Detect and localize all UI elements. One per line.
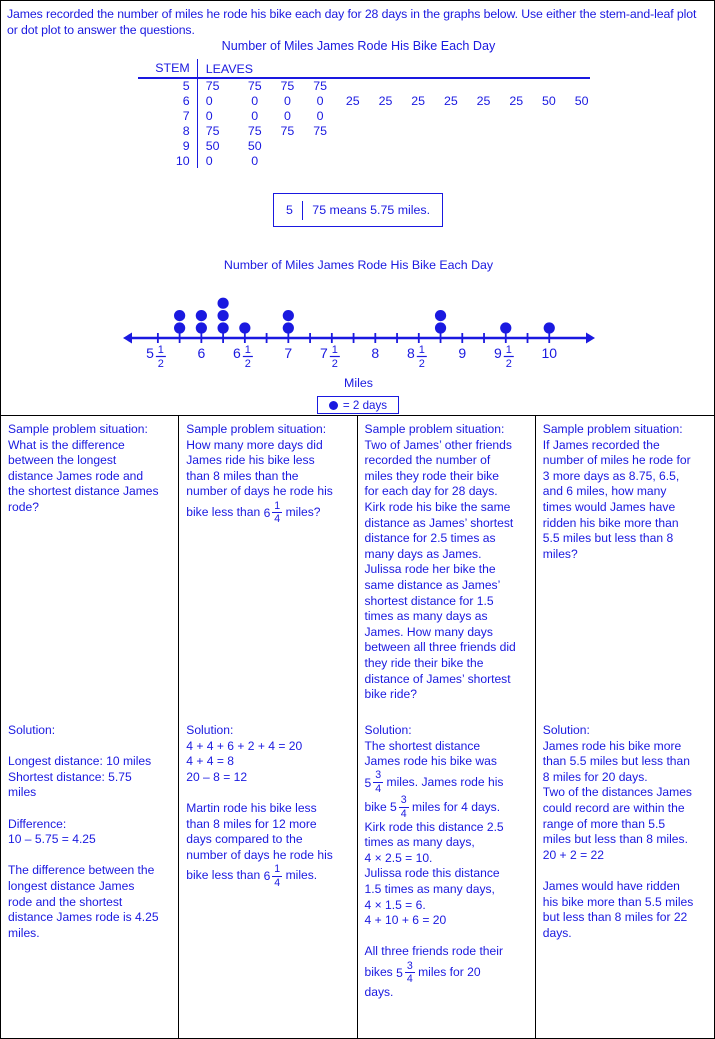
text-line: range of more than 5.5 bbox=[542, 816, 666, 831]
svg-text:2: 2 bbox=[505, 358, 512, 370]
stem-value: 6 bbox=[138, 93, 197, 108]
text-line: many days as James. bbox=[364, 546, 482, 561]
text-line: James. How many days bbox=[364, 624, 493, 639]
dot-icon bbox=[218, 298, 229, 309]
mixed-fraction bbox=[365, 770, 384, 794]
fraction-denominator: 4 bbox=[406, 973, 413, 986]
leaf-value: 0 bbox=[283, 93, 291, 108]
leaf-value: 25 bbox=[378, 93, 393, 108]
text-line: distance James rode is 4.25 bbox=[8, 910, 159, 925]
fraction-numerator: 1 bbox=[274, 499, 281, 512]
text-line: All three friends rode their bbox=[364, 944, 503, 959]
problem-column-1 bbox=[1, 416, 179, 1038]
text-line: ridden his bike more than bbox=[542, 515, 679, 530]
fraction-denominator: 4 bbox=[274, 513, 281, 526]
text-line: Two of James’ other friends bbox=[364, 437, 512, 452]
fraction-denominator: 4 bbox=[400, 808, 407, 821]
leaf-value: 0 bbox=[283, 108, 291, 123]
table-row bbox=[138, 138, 598, 153]
text-line: but less than 8 miles for 22 bbox=[542, 910, 688, 925]
fraction-numerator: 3 bbox=[375, 769, 382, 782]
solution-text bbox=[365, 723, 528, 1001]
text-line: number of days he rode his bbox=[186, 484, 333, 499]
svg-text:2: 2 bbox=[331, 358, 338, 370]
problem-column-3 bbox=[358, 416, 536, 1038]
leaf-value: 50 bbox=[574, 93, 589, 108]
text-line: days. bbox=[542, 925, 572, 940]
text-line: miles they rode their bike bbox=[364, 468, 499, 483]
svg-text:2: 2 bbox=[157, 358, 164, 370]
dot-icon bbox=[283, 310, 294, 321]
table-row bbox=[138, 93, 598, 108]
dot-icon bbox=[174, 322, 185, 333]
text-line: James ride his bike less bbox=[186, 453, 315, 468]
svg-text:6: 6 bbox=[197, 345, 206, 361]
stem-leaf-header-rule bbox=[138, 77, 590, 79]
fraction-whole: 6 bbox=[263, 869, 271, 884]
text-line-with-fraction bbox=[186, 500, 349, 525]
stem-value: 10 bbox=[138, 153, 197, 168]
text-line: number of days he rode his bbox=[186, 847, 333, 862]
leaf-value: 50 bbox=[247, 138, 262, 153]
dot-plot-axis-label: Miles bbox=[344, 376, 373, 390]
dot-icon bbox=[329, 401, 338, 410]
leaf-value: 0 bbox=[251, 93, 259, 108]
leaf-value: 25 bbox=[509, 93, 524, 108]
text-line: 8 miles for 20 days. bbox=[542, 769, 648, 784]
leaf-value: 75 bbox=[247, 123, 262, 138]
text-line: could record are within the bbox=[542, 800, 685, 815]
mixed-fraction bbox=[264, 501, 283, 525]
solution-label: Solution: bbox=[542, 723, 590, 737]
fraction-suffix: miles. James rode his bbox=[383, 774, 504, 789]
problem-label: Sample problem situation: bbox=[542, 422, 683, 436]
text-line: between all three friends did bbox=[364, 640, 516, 655]
dot-icon bbox=[435, 310, 446, 321]
leaf-value: 50 bbox=[542, 93, 556, 108]
dot-plot-title: Number of Miles James Rode His Bike Each Day bbox=[223, 258, 494, 272]
fraction-denominator: 4 bbox=[375, 783, 382, 796]
text-line: between the longest bbox=[8, 453, 117, 468]
stem-value: 5 bbox=[138, 78, 197, 93]
text-line: miles but less than 8 miles. bbox=[542, 832, 688, 847]
fraction-numerator: 1 bbox=[274, 863, 281, 875]
text-line: days. bbox=[364, 984, 394, 999]
dot-icon bbox=[239, 322, 250, 333]
text-line: What is the difference bbox=[8, 437, 125, 452]
table-row bbox=[138, 153, 598, 168]
leaf-value: 75 bbox=[313, 78, 327, 93]
text-line-with-fraction bbox=[365, 770, 528, 795]
text-line: and 6 miles, how many bbox=[542, 484, 667, 499]
stem-value: 8 bbox=[138, 123, 197, 138]
problem-text bbox=[365, 422, 528, 703]
svg-text:2: 2 bbox=[244, 358, 251, 370]
stem-value: 9 bbox=[138, 138, 197, 153]
stem-leaf-title: Number of Miles James Rode His Bike Each Day bbox=[221, 39, 496, 53]
text-line: miles. bbox=[8, 925, 40, 940]
fraction-numerator: 3 bbox=[400, 794, 407, 807]
text-line: The difference between the bbox=[8, 863, 155, 878]
text-line: If James recorded the bbox=[542, 437, 660, 452]
text-line: Difference: bbox=[8, 816, 67, 831]
leaf-value: 25 bbox=[345, 93, 360, 108]
mixed-fraction bbox=[264, 864, 283, 888]
problem-text bbox=[543, 422, 707, 562]
fraction-whole: 6 bbox=[263, 505, 271, 520]
solution-label: Solution: bbox=[186, 723, 234, 737]
text-line: 5.5 miles but less than 8 bbox=[542, 531, 674, 546]
key-divider bbox=[302, 201, 303, 220]
fraction-suffix: miles? bbox=[282, 504, 321, 519]
svg-text:1: 1 bbox=[505, 344, 512, 356]
dot-plot-tick-labels bbox=[146, 344, 557, 370]
solution-text bbox=[543, 723, 707, 941]
svg-text:8: 8 bbox=[406, 345, 415, 361]
svg-text:1: 1 bbox=[418, 344, 425, 356]
dot-icon bbox=[500, 322, 511, 333]
fraction-prefix: bike less than bbox=[186, 868, 264, 883]
text-line: 4 + 4 + 6 + 2 + 4 = 20 bbox=[186, 738, 303, 753]
text-line: miles bbox=[8, 785, 37, 800]
solution-label: Solution: bbox=[364, 723, 412, 737]
problem-text bbox=[8, 422, 171, 516]
dot-icon bbox=[196, 322, 207, 333]
fraction-suffix: miles for 20 bbox=[414, 965, 481, 979]
text-line-with-fraction bbox=[186, 863, 349, 888]
dot-icon bbox=[196, 310, 207, 321]
intro-paragraph: James recorded the number of miles he rode his bike each day for 28 days in the graphs below. Use either the stem-and-leaf plot or dot plot to answer the questions. bbox=[7, 7, 697, 37]
text-line: 4 × 1.5 = 6. bbox=[364, 897, 426, 912]
stem-leaf-header-row bbox=[138, 59, 598, 78]
text-line: 10 – 5.75 = 4.25 bbox=[8, 832, 96, 847]
table-row bbox=[138, 78, 598, 93]
fraction bbox=[405, 961, 415, 985]
leaf-value: 0 bbox=[316, 108, 324, 123]
fraction-prefix: bike less than bbox=[186, 504, 264, 519]
text-line: distance as James’ shortest bbox=[364, 515, 514, 530]
dot-plot-svg bbox=[1, 286, 715, 381]
table-row bbox=[138, 123, 598, 138]
text-line: recorded the number of bbox=[364, 453, 491, 468]
spacer-line bbox=[186, 785, 349, 801]
dot-plot-legend bbox=[317, 396, 399, 414]
fraction-prefix: bikes bbox=[364, 965, 397, 979]
text-line: his bike more than 5.5 miles bbox=[542, 894, 694, 909]
text-line: the shortest distance James bbox=[8, 484, 159, 499]
text-line: than 5.5 miles but less than bbox=[542, 754, 690, 769]
text-line: rode and the shortest bbox=[8, 894, 123, 909]
leaf-value: 0 bbox=[316, 93, 324, 108]
legend-label: = 2 days bbox=[342, 398, 388, 412]
svg-text:2: 2 bbox=[418, 358, 425, 370]
svg-text:1: 1 bbox=[244, 344, 251, 356]
fraction-whole: 5 bbox=[396, 965, 403, 980]
leaf-value: 75 bbox=[280, 123, 295, 138]
text-line: Shortest distance: 5.75 bbox=[8, 769, 132, 784]
text-line: Julissa rode her bike the bbox=[364, 562, 496, 577]
leaf-value: 75 bbox=[205, 78, 220, 93]
svg-text:1: 1 bbox=[157, 344, 164, 356]
svg-text:5: 5 bbox=[146, 345, 154, 361]
text-line: for each day for 28 days. bbox=[364, 484, 498, 499]
dot-plot-axis bbox=[123, 333, 595, 344]
text-line: than 8 miles for 12 more bbox=[186, 816, 317, 831]
stem-value: 7 bbox=[138, 108, 197, 123]
svg-text:10: 10 bbox=[541, 345, 558, 361]
mixed-fraction bbox=[396, 961, 415, 985]
problem-label: Sample problem situation: bbox=[186, 422, 327, 436]
text-line: Longest distance: 10 miles bbox=[8, 754, 152, 769]
text-line: longest distance James bbox=[8, 878, 135, 893]
text-line: 4 × 2.5 = 10. bbox=[364, 850, 433, 865]
text-line: same distance as James’ bbox=[364, 577, 501, 592]
table-row bbox=[138, 108, 598, 123]
stem-column-header: STEM bbox=[138, 59, 197, 78]
fraction-whole: 5 bbox=[390, 800, 397, 815]
problem-text bbox=[186, 422, 349, 525]
text-line: times would James have bbox=[542, 499, 676, 514]
text-line: 20 + 2 = 22 bbox=[542, 847, 604, 862]
spacer-line bbox=[8, 801, 171, 817]
stem-leaf-table bbox=[138, 59, 598, 168]
text-line: Two of the distances James bbox=[542, 785, 692, 800]
fraction-prefix: bike bbox=[364, 799, 391, 814]
problem-label: Sample problem situation: bbox=[364, 422, 505, 436]
problem-label: Sample problem situation: bbox=[8, 422, 148, 436]
text-line: 1.5 times as many days, bbox=[364, 882, 495, 897]
spacer-line bbox=[543, 863, 707, 879]
fraction bbox=[399, 795, 409, 819]
leaves-column-header: LEAVES bbox=[205, 61, 253, 76]
text-line: 3 more days as 8.75, 6.5, bbox=[542, 468, 680, 483]
text-line: 20 – 8 = 12 bbox=[186, 769, 248, 784]
text-line: James rode his bike more bbox=[542, 738, 682, 753]
leaf-value: 50 bbox=[205, 138, 220, 153]
solution-text bbox=[8, 723, 171, 941]
text-line: James rode his bike was bbox=[364, 754, 497, 769]
text-line: they ride their bike the bbox=[364, 655, 484, 670]
fraction bbox=[373, 770, 383, 794]
key-stem-value: 5 bbox=[286, 203, 293, 217]
text-line: rode? bbox=[8, 499, 39, 514]
dot-plot bbox=[1, 286, 715, 381]
leaf-value: 0 bbox=[251, 108, 259, 123]
text-line: distance James rode and bbox=[8, 468, 144, 483]
text-line: bike ride? bbox=[364, 687, 417, 702]
text-line: days compared to the bbox=[186, 832, 303, 847]
text-line: number of miles he rode for bbox=[542, 453, 691, 468]
text-line: 4 + 4 = 8 bbox=[186, 754, 234, 769]
leaf-value: 75 bbox=[205, 123, 220, 138]
fraction-numerator: 3 bbox=[406, 959, 413, 972]
problems-grid bbox=[1, 415, 714, 1038]
leaf-value: 75 bbox=[247, 78, 262, 93]
problem-column-4 bbox=[536, 416, 714, 1038]
stem-and-leaf-plot bbox=[138, 59, 598, 168]
fraction-whole: 5 bbox=[364, 775, 372, 790]
text-line: The shortest distance bbox=[364, 738, 481, 753]
fraction bbox=[272, 501, 282, 525]
dot-icon bbox=[218, 310, 229, 321]
text-line: distance of James’ shortest bbox=[364, 671, 511, 686]
leaf-value: 75 bbox=[313, 123, 327, 138]
dot-icon bbox=[544, 322, 555, 333]
text-line: Martin rode his bike less bbox=[186, 800, 317, 815]
text-line: distance for 2.5 times as bbox=[364, 531, 496, 546]
leaf-value: 25 bbox=[411, 93, 426, 108]
leaf-value: 75 bbox=[280, 78, 295, 93]
svg-text:8: 8 bbox=[371, 345, 380, 361]
stem-leaf-key-box bbox=[273, 193, 443, 227]
text-line-with-fraction bbox=[365, 795, 528, 820]
dot-icon bbox=[283, 322, 294, 333]
leaf-value: 0 bbox=[205, 108, 213, 123]
svg-text:6: 6 bbox=[233, 345, 241, 361]
text-line-with-fraction bbox=[365, 960, 528, 985]
svg-text:1: 1 bbox=[331, 344, 338, 356]
leaf-value: 0 bbox=[251, 153, 259, 168]
fraction-suffix: miles for 4 days. bbox=[408, 799, 501, 814]
dot-plot-dots bbox=[174, 298, 555, 334]
text-line: times as many days as bbox=[364, 609, 488, 624]
text-line: than 8 miles than the bbox=[186, 468, 299, 483]
spacer-line bbox=[8, 739, 171, 755]
solution-label: Solution: bbox=[8, 723, 56, 737]
text-line: 4 + 10 + 6 = 20 bbox=[364, 913, 447, 928]
spacer-line bbox=[365, 929, 528, 945]
text-line: Julissa rode this distance bbox=[364, 866, 500, 881]
text-line: shortest distance for 1.5 bbox=[364, 593, 494, 608]
svg-text:9: 9 bbox=[458, 345, 467, 361]
text-line: James would have ridden bbox=[542, 878, 680, 893]
problem-column-2 bbox=[179, 416, 357, 1038]
leaf-value: 0 bbox=[205, 93, 213, 108]
svg-text:7: 7 bbox=[320, 345, 328, 361]
leaf-value: 0 bbox=[205, 153, 213, 168]
text-line: Kirk rode this distance 2.5 bbox=[364, 819, 504, 834]
dot-icon bbox=[435, 322, 446, 333]
text-line: times as many days, bbox=[364, 835, 475, 850]
key-text: 75 means 5.75 miles. bbox=[312, 203, 431, 217]
dot-icon bbox=[218, 322, 229, 333]
text-line: Kirk rode his bike the same bbox=[364, 499, 511, 514]
dot-icon bbox=[174, 310, 185, 321]
solution-text bbox=[186, 723, 349, 888]
svg-text:7: 7 bbox=[284, 345, 293, 361]
text-line: How many more days did bbox=[186, 437, 323, 452]
fraction-suffix: miles. bbox=[282, 868, 318, 883]
leaf-value: 25 bbox=[443, 93, 458, 108]
fraction-denominator: 4 bbox=[274, 876, 281, 889]
fraction bbox=[272, 864, 282, 888]
mixed-fraction bbox=[390, 795, 409, 819]
leaf-value: 25 bbox=[476, 93, 491, 108]
text-line: miles? bbox=[542, 546, 578, 561]
svg-text:9: 9 bbox=[493, 345, 502, 361]
spacer-line bbox=[8, 848, 171, 864]
